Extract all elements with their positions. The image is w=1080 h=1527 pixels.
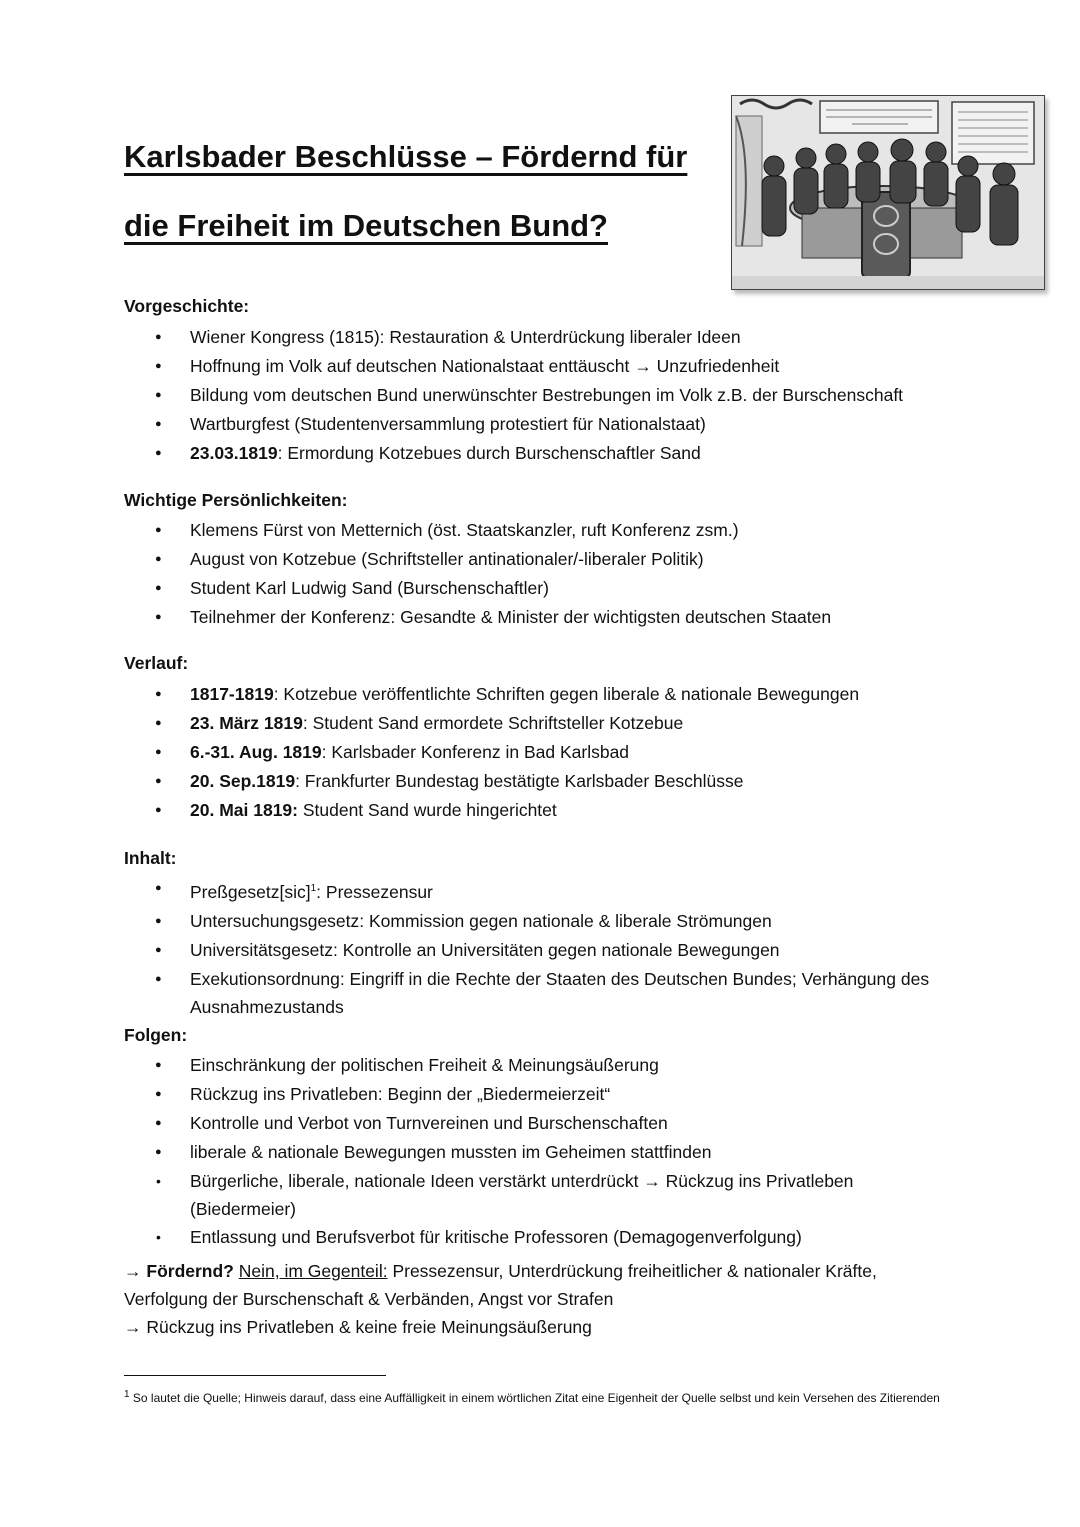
list-item: ● Wartburgfest (Studentenversammlung protestiert für Nationalstaat)	[0, 410, 1000, 439]
list-item: ● Preßgesetz[sic]$^1$: Pressezensur	[0, 874, 1000, 907]
list-item: ● liberale & nationale Bewegungen mussten im Geheimen stattfinden	[0, 1138, 1000, 1167]
list-item: ● Bildung vom deutschen Bund unerwünschter Bestrebungen im Volk z.B. der Burschenschaft	[0, 381, 1000, 410]
list-item: ● August von Kotzebue (Schriftsteller antinationaler/-liberaler Politik)	[0, 545, 1000, 574]
list-item: ● Teilnehmer der Konferenz: Gesandte & Minister der wichtigsten deutschen Staaten	[0, 603, 1000, 632]
list-item: ● Rückzug ins Privatleben: Beginn der „Biedermeierzeit“	[0, 1080, 1000, 1109]
list-vorgeschichte	[0, 323, 1000, 468]
list-item: ● Klemens Fürst von Metternich (öst. Staatskanzler, ruft Konferenz zsm.)	[0, 516, 1000, 545]
list-item: ● Untersuchungsgesetz: Kommission gegen nationale & liberale Strömungen	[0, 907, 1000, 936]
list-item: ● Kontrolle und Verbot von Turnvereinen und Burschenschaften	[0, 1109, 1000, 1138]
list-item: ● Einschränkung der politischen Freiheit & Meinungsäußerung	[0, 1051, 1000, 1080]
page-title	[124, 122, 724, 260]
footnote-divider	[124, 1375, 386, 1376]
caricature-drawing	[732, 96, 1044, 289]
list-item: ● Student Karl Ludwig Sand (Burschenschaftler)	[0, 574, 1000, 603]
list-item: • Entlassung und Berufsverbot für kritische Professoren (Demagogenverfolgung)	[0, 1223, 1000, 1252]
title-line-1: Karlsbader Beschlüsse – Fördernd für	[124, 139, 688, 174]
list-inhalt	[0, 874, 1000, 1021]
list-item: ● 1817-1819: Kotzebue veröffentlichte Schriften gegen liberale & nationale Bewegungen	[0, 680, 1000, 709]
list-persoenlichkeiten	[0, 516, 1000, 632]
heading-folgen: Folgen:	[124, 1025, 188, 1045]
list-item: ● 20. Sep.1819: Frankfurter Bundestag bestätigte Karlsbader Beschlüsse	[0, 767, 1000, 796]
heading-verlauf: Verlauf:	[124, 653, 189, 673]
list-verlauf	[0, 680, 1000, 825]
footnote-number: 1	[124, 1389, 130, 1400]
list-item: ● 6.-31. Aug. 1819: Karlsbader Konferenz in Bad Karlsbad	[0, 738, 1000, 767]
heading-persoenlichkeiten: Wichtige Persönlichkeiten:	[124, 490, 348, 510]
list-item: ● 23. März 1819: Student Sand ermordete Schriftsteller Kotzebue	[0, 709, 1000, 738]
title-line-2: die Freiheit im Deutschen Bund?	[124, 208, 608, 243]
list-item: ● Wiener Kongress (1815): Restauration & Unterdrückung liberaler Ideen	[0, 323, 1000, 352]
heading-vorgeschichte: Vorgeschichte:	[124, 296, 250, 316]
conclusion-line-3: → Rückzug ins Privatleben & keine freie Meinungsäußerung	[124, 1317, 592, 1337]
heading-inhalt: Inhalt:	[124, 848, 177, 868]
conclusion-line-1: → Fördernd? Nein, im Gegenteil: Pressezensur, Unterdrückung freiheitlicher & nationaler Kräfte,	[124, 1261, 877, 1281]
conclusion	[124, 1257, 984, 1341]
footnote: $^1$ So lautet die Quelle; Hinweis darauf, dass eine Auffälligkeit in einem wörtlichen Zitat eine Eigenheit der Quelle selbst und kein Versehen des Zitierenden	[124, 1389, 940, 1405]
footnote-ref: 1	[310, 883, 317, 894]
list-item: ● Exekutionsordnung: Eingriff in die Rechte der Staaten des Deutschen Bundes; Verhängung des Ausnahmezustands	[0, 965, 1000, 1021]
conclusion-line-2: Verfolgung der Burschenschaft & Verbänden, Angst vor Strafen	[124, 1289, 614, 1309]
list-folgen	[0, 1051, 1000, 1252]
list-item: ● Universitätsgesetz: Kontrolle an Universitäten gegen nationale Bewegungen	[0, 936, 1000, 965]
list-item: ● Hoffnung im Volk auf deutschen Nationalstaat enttäuscht → Unzufriedenheit	[0, 352, 1000, 381]
list-item: ● 23.03.1819: Ermordung Kotzebues durch Burschenschaftler Sand	[0, 439, 1000, 468]
list-item: ● 20. Mai 1819: Student Sand wurde hingerichtet	[0, 796, 1000, 825]
conclusion-answer: Nein, im Gegenteil:	[238, 1261, 388, 1281]
caricature-image	[731, 95, 1045, 290]
list-item: • Bürgerliche, liberale, nationale Ideen verstärkt unterdrückt → Rückzug ins Privatleben (Biedermeier)	[0, 1167, 1000, 1223]
